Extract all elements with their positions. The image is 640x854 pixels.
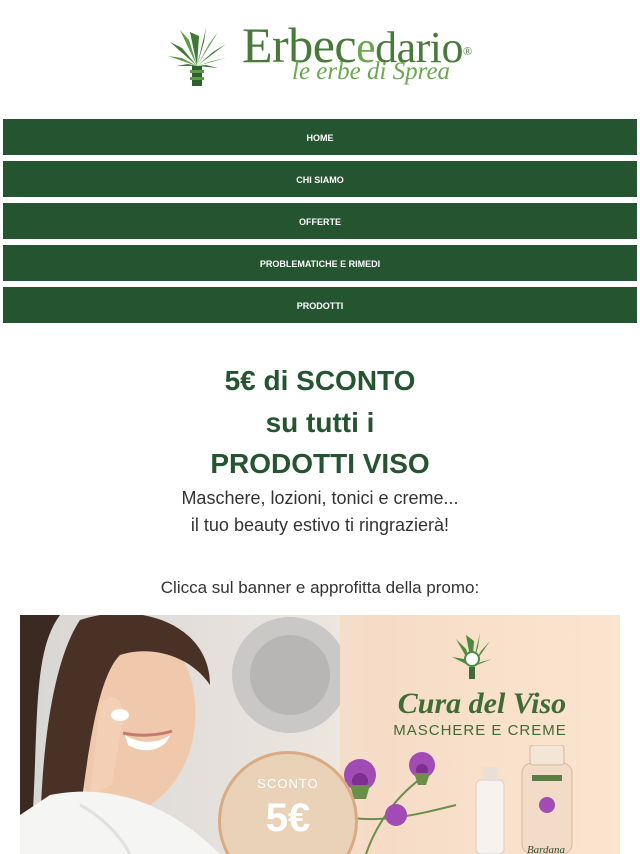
promo-headline-line-1: 5€ di SCONTO (224, 365, 416, 396)
brand-name-suffix: dario (375, 23, 464, 72)
promo-banner[interactable] (20, 615, 620, 854)
promo-headline-line-3: PRODOTTI VISO (210, 448, 430, 479)
badge-amount: 5€ (265, 796, 311, 840)
header (0, 0, 640, 116)
main-navigation (3, 119, 637, 329)
thistle-and-products-image (336, 745, 620, 854)
promo-call-to-action: Clicca sul banner e approfitta della promo: (160, 578, 480, 597)
nav-item-chi-siamo[interactable]: CHI SIAMO (3, 161, 637, 197)
trademark-symbol: ® (463, 44, 472, 58)
nav-item-problematiche-e-rimedi[interactable]: PROBLEMATICHE E RIMEDI (3, 245, 637, 281)
badge-label: SCONTO (257, 776, 319, 791)
promo-subtext-line-1: Maschere, lozioni, tonici e creme... (181, 487, 459, 508)
promo-headline-line-2: su tutti i (265, 406, 375, 438)
banner-title: Cura del Viso (397, 687, 567, 720)
brand-name-prefix: Erbec (242, 17, 357, 73)
herb-bundle-logo-icon[interactable] (166, 22, 228, 90)
brand-leaf-emblem-icon (450, 629, 494, 681)
brand-name-e: e (356, 23, 376, 72)
brand-tagline: le erbe di Sprea (292, 58, 451, 85)
promo-subtext-line-2: il tuo beauty estivo ti ringrazierà! (190, 514, 450, 535)
nav-item-offerte[interactable]: OFFERTE (3, 203, 637, 239)
nav-item-prodotti[interactable]: PRODOTTI (3, 287, 637, 323)
banner-subtitle: MASCHERE E CREME (393, 722, 567, 739)
promo-section (0, 360, 640, 539)
bottle-label: Bardana (526, 844, 566, 854)
nav-item-home[interactable]: HOME (3, 119, 637, 155)
